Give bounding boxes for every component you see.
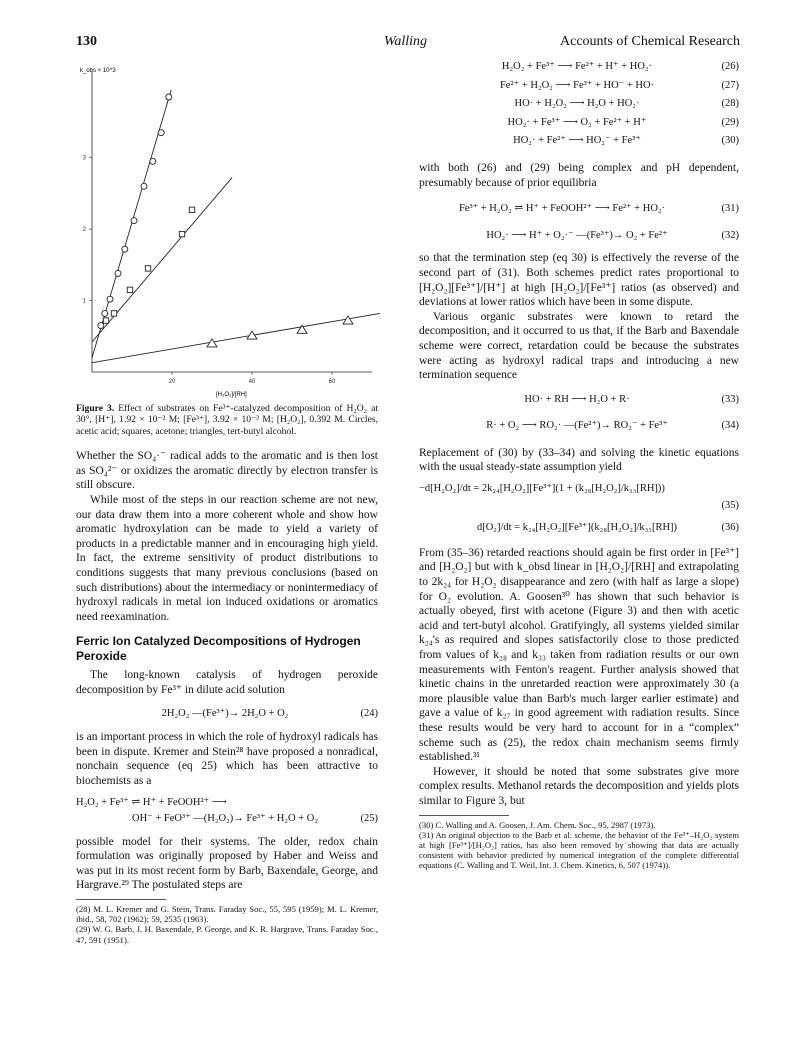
y-axis-label: k_obs × 10^3 <box>80 68 116 74</box>
running-head-journal: Accounts of Chemical Research <box>560 34 740 49</box>
data-point-circle <box>166 94 172 100</box>
equation-text: R· + O₂ ⟶ RO₂· —(Fe²⁺)→ RO₂⁻ + Fe³⁺ <box>486 420 668 432</box>
series-line-acetone <box>92 178 232 342</box>
section-heading: Ferric Ion Catalyzed Decompositions of Hydrogen Peroxide <box>76 634 361 663</box>
equation-number: (24) <box>360 707 378 719</box>
footnote-28: (28) M. L. Kremer and G. Stein, Trans. Faraday Soc., 55, 595 (1959); M. L. Kremer, ibid., 58, 702 (1962); 59, 2535 (1963). <box>76 904 378 925</box>
data-point-triangle <box>343 316 353 324</box>
footnote-rule <box>419 815 509 816</box>
data-point-circle <box>102 310 108 316</box>
equation-28 <box>419 97 739 112</box>
left-column <box>76 60 378 945</box>
y-tick-label: 2 <box>82 227 86 234</box>
data-point-square <box>145 266 150 271</box>
paragraph: possible model for their systems. The older, redox chain formulation was originally proposed by Haber and Weiss and was put in its most recent form by Barb, Baxendale, George, and Hargrave.²⁹ The postulated steps are <box>76 835 378 892</box>
equation-number: (28) <box>721 98 739 110</box>
paragraph: Whether the SO₄·⁻ radical adds to the aromatic and is then lost as SO₄²⁻ or oxidizes the aromatic directly by electron transfer is still obscure. <box>76 450 378 492</box>
paragraph: Various organic substrates were known to retard the decomposition, and it occurred to us that, if the Barb and Baxendale scheme were correct, retardation could be because the substrates were acting as hydroxyl radical traps and introducing a new termination sequence <box>419 310 739 382</box>
y-tick-label: 1 <box>82 298 86 305</box>
footnote-30: (30) C. Walling and A. Goosen, J. Am. Chem. Soc., 95, 2987 (1973). <box>419 819 656 830</box>
equation-number: (30) <box>721 135 739 147</box>
data-point-square <box>189 207 194 212</box>
series-line-tert-butyl-alcohol <box>92 313 380 362</box>
equation-31 <box>419 202 739 217</box>
data-point-circle <box>141 183 147 189</box>
equation-number: (27) <box>721 79 739 91</box>
equation-text: H₂O₂ + Fe³⁺ ⟶ Fe²⁺ + H⁺ + HO₂· <box>501 61 653 72</box>
equation-35-number-line <box>419 499 739 514</box>
equation-25a <box>76 796 378 811</box>
equation-text: Fe³⁺ + H₂O₂ ⇌ H⁺ + FeOOH²⁺ ⟶ Fe²⁺ + HO₂· <box>458 203 666 215</box>
figure-3-chart <box>76 60 378 403</box>
equation-text: HO₂· + Fe³⁺ ⟶ O₂ + Fe²⁺ + H⁺ <box>507 116 647 128</box>
data-point-square <box>127 287 132 292</box>
equation-36 <box>419 521 739 536</box>
equation-number: (34) <box>721 420 739 432</box>
paragraph: The long-known catalysis of hydrogen peroxide decomposition by Fe³⁺ in dilute acid solution <box>76 669 378 696</box>
running-head-author: Walling <box>384 34 428 49</box>
figure-caption-title: Figure 3. <box>76 403 115 414</box>
paragraph: While most of the steps in our reaction scheme are not new, our data draw them into a more coherent whole and show how aromatic hydroxylation can be made to yield a variety of products in a predictable manner and in encouraging high yield. In fact, the extreme sensitivity of product distributions to conditions suggests that many previous conclusions (based on such distributions) about the intermediacy or nonintermediacy of hydroxyl radicals in metal ion induced oxidations or aromatics need reexamination. <box>76 494 378 623</box>
data-point-square <box>111 311 116 316</box>
data-point-circle <box>131 218 137 224</box>
equation-24 <box>76 707 378 722</box>
page-number: 130 <box>76 34 97 49</box>
paragraph: From (35–36) retarded reactions should again be first order in [Fe³⁺] and [H₂O₂] but with k_obsd linear in [H₂O₂]/[RH] and extrapolating to 2k₂₄ for H₂O₂ disappearance and zero (with half as large a slope) for O₂ evolution. A. Goosen³⁰ has shown that such behavior is actually obeyed, first with acetone (Figure 3) and then with acetic acid and tert-butyl alcohol. Gratifyingly, all systems yielded similar k₂₄'s as required and slopes satisfactorily close to those predicted from values of k₂₈ and k₃₃ taken from radiation results or our own measurements with Fenton's reagent. Further analysis showed that kinetic chains in the unretarded reaction were approximately 30 (a more plausible value than Barb's much larger earlier estimate) and gave a value of k₂₇ in good agreement with radiation results. Since these results would be very hard to account for in a “complex” scheme such as (25), the redox chain mechanism seems firmly established.³¹ <box>419 546 739 764</box>
paragraph: However, it should be noted that some substrates give more complex results. Methanol retards the decomposition and yields plots similar to Figure 3, but <box>419 765 739 807</box>
paragraph: with both (26) and (29) being complex and pH dependent, presumably because of prior equilibria <box>419 161 739 189</box>
x-tick-label: 40 <box>248 379 256 385</box>
data-point-square <box>179 231 184 236</box>
data-point-circle <box>158 130 164 136</box>
footnote-31: (31) An original objection to the Barb et al. scheme, the behavior of the Fe³⁺–H₂O₂ system at high [Fe³⁺]/[H₂O₂] ratios, has also been removed by showing that data are actually consistent with behavior predicted by numerical integration of the complete differential equations (C. Walling and T. Weil, Int. J. Chem. Kinetics, 6, 507 (1974)). <box>419 829 739 871</box>
equation-29 <box>419 116 739 131</box>
x-tick-label: 60 <box>328 379 336 385</box>
equation-26 <box>419 60 739 75</box>
equation-33 <box>419 393 739 408</box>
data-point-circle <box>115 270 121 276</box>
equation-text: OH⁻ + FeO³⁺ —(H₂O₂)→ Fe³⁺ + H₂O + O₂ <box>132 813 318 825</box>
x-tick-label: 20 <box>168 379 176 385</box>
equation-text: HO· + RH ⟶ H₂O + R· <box>524 393 630 405</box>
x-axis-label: [H₂O₂]/[RH] <box>216 392 247 398</box>
equation-number: (33) <box>721 393 739 405</box>
y-tick-label: 3 <box>82 155 86 162</box>
equation-number: (31) <box>721 203 739 215</box>
equation-text: Fe²⁺ + H₂O₂ ⟶ Fe³⁺ + HO⁻ + HO· <box>499 79 655 91</box>
data-point-circle <box>122 246 128 252</box>
figure-3 <box>76 60 378 403</box>
equation-text: HO· + H₂O₂ ⟶ H₂O + HO₂· <box>514 98 640 110</box>
equation-35 <box>419 482 739 497</box>
equation-number: (29) <box>721 116 739 128</box>
figure-caption <box>76 403 378 437</box>
footnote-rule <box>76 899 166 900</box>
equation-text: d[O₂]/dt = k₂₄[H₂O₂][Fe³⁺](k₂₈[H₂O₂]/k₃₃[RH]) <box>476 522 678 534</box>
equation-text: HO₂· + Fe²⁺ ⟶ HO₂⁻ + Fe³⁺ <box>513 135 641 147</box>
equation-30 <box>419 134 739 149</box>
paragraph: so that the termination step (eq 30) is effectively the reverse of the second part of (31). Both schemes predict rates proportional to [H₂O₂][Fe³⁺]/[H⁺] at high [H₂O₂]/[Fe³⁺] ratios (as observed) and deviations at lower ratios which have been in some dispute. <box>419 252 739 309</box>
equation-number: (32) <box>721 229 739 241</box>
figure-caption-text: Effect of substrates on Fe³⁺-catalyzed decomposition of H₂O₂ at 30°, [H⁺], 1.92 × 10⁻² M; [Fe³⁺], 3.92 × 10⁻³ M; [H₂O₂], 0.392 M. Circles, acetic acid; squares, acetone; triangles, tert-butyl alcohol. <box>76 403 378 437</box>
equation-number: (25) <box>360 813 378 825</box>
equation-25b <box>76 812 378 827</box>
footnote-29: (29) W. G. Barb, J. H. Baxendale, P. George, and K. R. Hargrave, Trans. Faraday Soc., 47, 591 (1951). <box>76 924 378 945</box>
equation-text: H₂O₂ + Fe³⁺ ⇌ H⁺ + FeOOH²⁺ ⟶ <box>76 796 227 808</box>
right-column <box>419 60 739 871</box>
data-point-square <box>103 318 108 323</box>
paragraph: is an important process in which the role of hydroxyl radicals has been in dispute. Kremer and Stein²⁸ have proposed a nonradical, nonchain sequence (eq 25) which has been attractive to biochemists as a <box>76 731 378 787</box>
paragraph: Replacement of (30) by (33–34) and solving the kinetic equations with the usual steady-state assumption yield <box>419 446 739 474</box>
equation-number: (26) <box>721 61 739 72</box>
equation-34 <box>419 419 739 434</box>
equation-32 <box>419 229 739 244</box>
data-point-circle <box>150 158 156 164</box>
equation-number: (36) <box>721 522 739 534</box>
equation-text: −d[H₂O₂]/dt = 2k₂₄[H₂O₂][Fe³⁺](1 + (k₂₈[H₂O₂]/k₃₃[RH])) <box>419 483 665 495</box>
equation-number: (35) <box>721 499 739 511</box>
data-point-circle <box>107 296 113 302</box>
equation-27 <box>419 79 739 94</box>
equation-text: 2H₂O₂ —(Fe³⁺)→ 2H₂O + O₂ <box>161 707 289 719</box>
equation-text: HO₂· ⟶ H⁺ + O₂·⁻ —(Fe³⁺)→ O₂ + Fe²⁺ <box>486 229 668 241</box>
